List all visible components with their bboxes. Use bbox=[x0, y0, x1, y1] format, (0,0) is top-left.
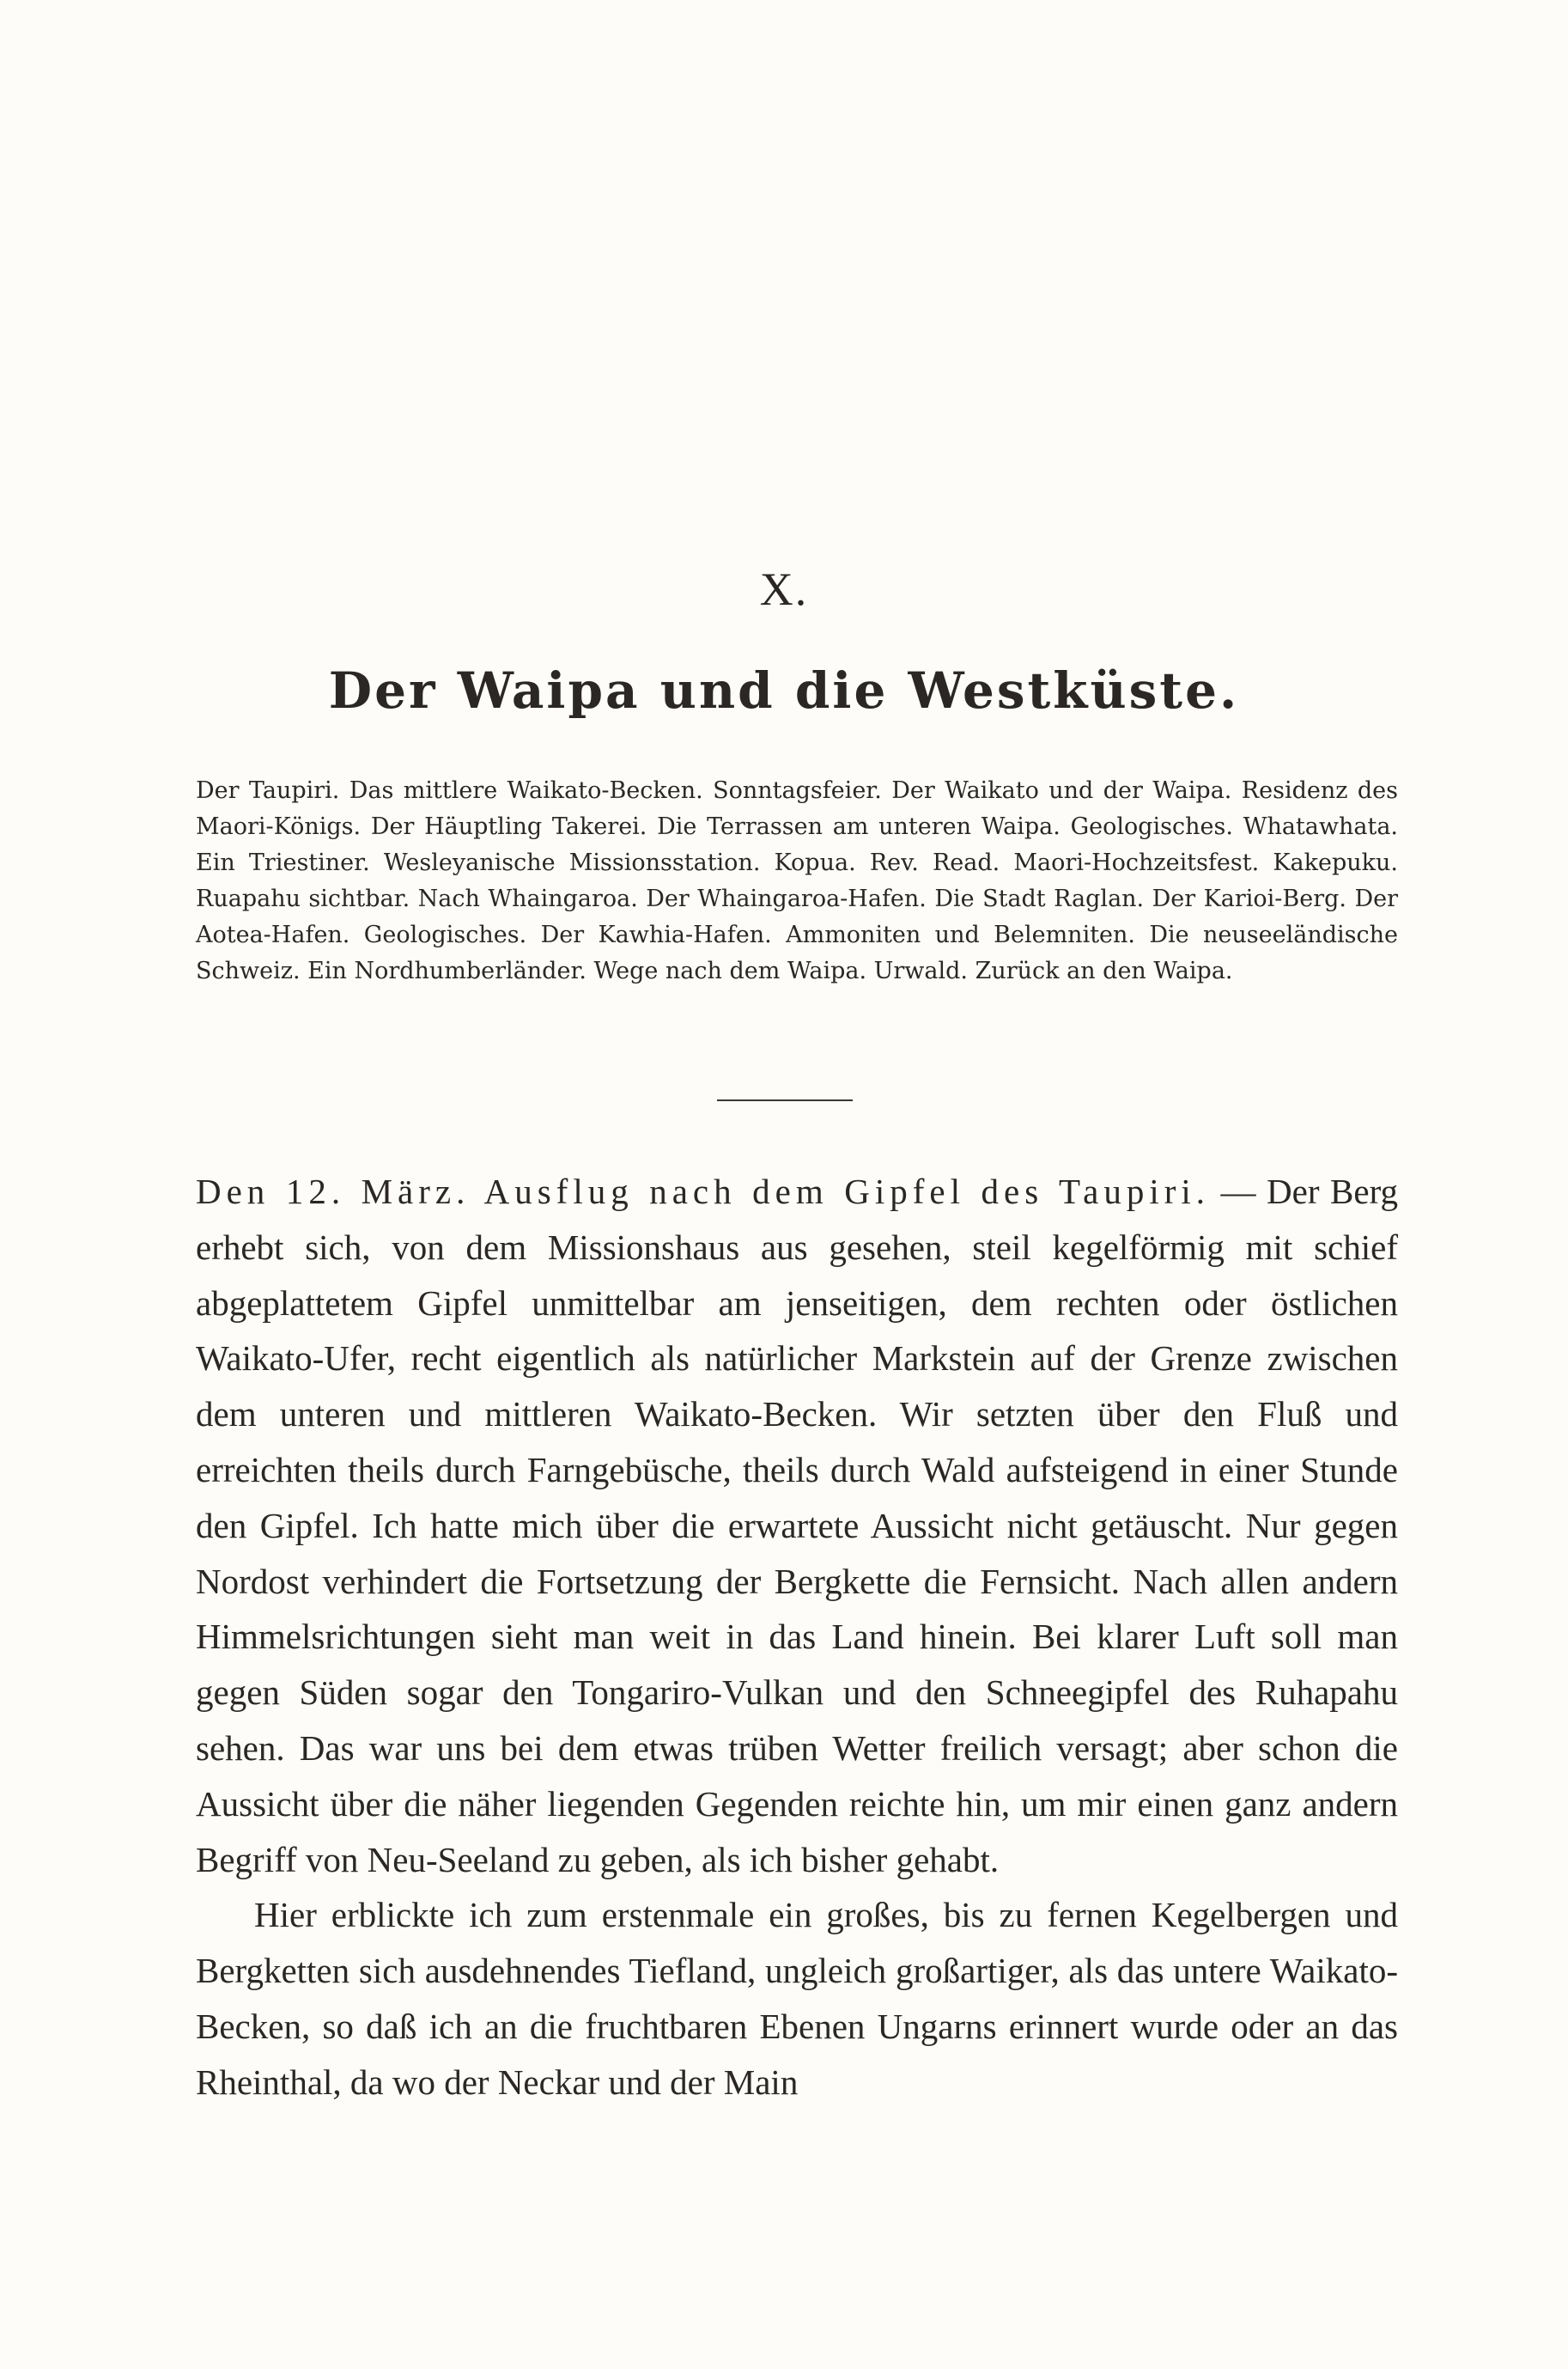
section-divider bbox=[717, 1099, 853, 1101]
paragraph-1-lead: Den 12. März. Ausflug nach dem Gipfel des Taupiri. bbox=[196, 1172, 1211, 1211]
paragraph-1 bbox=[196, 1164, 1398, 1887]
body-text bbox=[196, 1164, 1398, 2110]
chapter-summary: Der Taupiri. Das mittlere Waikato-Becken. Sonntagsfeier. Der Waikato und der Waipa. Residenz des Maori-Königs. Der Häuptling Takerei. Die Terrassen am unteren Waipa. Geologisches. Whatawhata. Ein Triestiner. Wesleyanische Missionsstation. Kopua. Rev. Read. Maori-Hochzeitsfest. Kakepuku. Ruapahu sichtbar. Nach Whaingaroa. Der Whaingaroa-Hafen. Die Stadt Raglan. Der Karioi-Berg. Der Aotea-Hafen. Geologisches. Der Kawhia-Hafen. Ammoniten und Belemniten. Die neuseeländische Schweiz. Ein Nordhumberländer. Wege nach dem Waipa. Urwald. Zurück an den Waipa. bbox=[196, 777, 1398, 984]
chapter-title: Der Waipa und die Westküste. bbox=[328, 661, 1240, 720]
paragraph-2: Hier erblickte ich zum erstenmale ein großes, bis zu fernen Kegelbergen und Bergketten sich ausdehnendes Tiefland, ungleich großartiger, als das untere Waikato-Becken, so daß ich an die fruchtbaren Ebenen Ungarns erinnert wurde oder an das Rheinthal, da wo der Neckar und der Main bbox=[196, 1895, 1398, 2102]
chapter-number: X. bbox=[759, 563, 809, 615]
paragraph-1-text: — Der Berg erhebt sich, von dem Missionshaus aus gesehen, steil kegelförmig mit schief abgeplattetem Gipfel unmittelbar am jenseitigen, dem rechten oder östlichen Waikato-Ufer, recht eigentlich als natürlicher Markstein auf der Grenze zwischen dem unteren und mittleren Waikato-Becken. Wir setzten über den Fluß und erreichten theils durch Farngebüsche, theils durch Wald aufsteigend in einer Stunde den Gipfel. Ich hatte mich über die erwartete Aussicht nicht getäuscht. Nur gegen Nordost verhindert die Fortsetzung der Bergkette die Fernsicht. Nach allen andern Himmelsrichtungen sieht man weit in das Land hinein. Bei klarer Luft soll man gegen Süden sogar den Tongariro-Vulkan und den Schneegipfel des Ruhapahu sehen. Das war uns bei dem etwas trüben Wetter freilich versagt; aber schon die Aussicht über die näher liegenden Gegenden reichte hin, um mir einen ganz andern Begriff von Neu-Seeland zu geben, als ich bisher gehabt. bbox=[196, 1172, 1398, 1879]
